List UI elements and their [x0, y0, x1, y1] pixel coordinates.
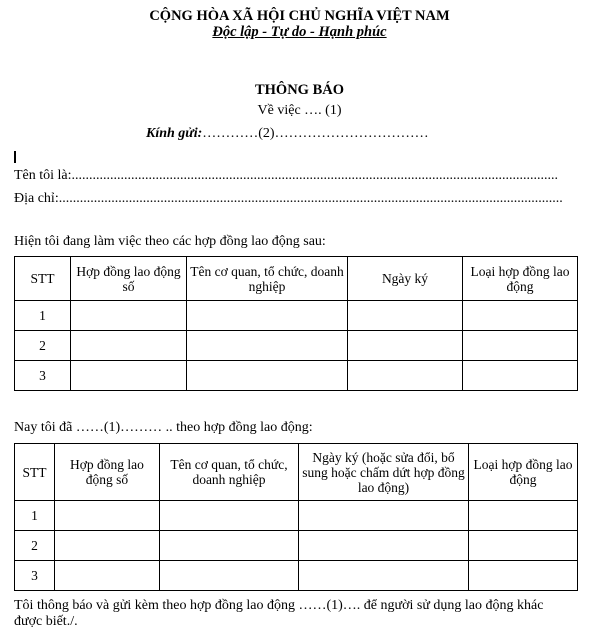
table-cell[interactable] — [71, 301, 187, 331]
section2-intro: Nay tôi đã ……(1)……… .. theo hợp đồng lao động: — [14, 420, 313, 435]
table-cell[interactable] — [187, 331, 348, 361]
table-cell[interactable] — [160, 531, 299, 561]
header-cell: STT — [15, 257, 71, 301]
header-cell: Loại hợp đồng lao động — [469, 444, 578, 501]
table-cell[interactable] — [463, 301, 578, 331]
row-number: 3 — [15, 561, 55, 591]
document-subject: Về việc …. (1) — [257, 103, 342, 118]
table-cell[interactable] — [463, 331, 578, 361]
table-cell[interactable] — [160, 561, 299, 591]
table-row — [15, 561, 578, 591]
table-cell[interactable] — [299, 501, 469, 531]
table-cell[interactable] — [71, 361, 187, 391]
header-cell: Tên cơ quan, tổ chức, doanh nghiệp — [160, 444, 299, 501]
table-cell[interactable] — [55, 561, 160, 591]
contracts-table-current — [14, 256, 578, 391]
header-cell: Hợp đồng lao động số — [71, 257, 187, 301]
header-cell: Tên cơ quan, tổ chức, doanh nghiệp — [187, 257, 348, 301]
table-row — [15, 331, 578, 361]
table-cell[interactable] — [55, 531, 160, 561]
header-cell: Hợp đồng lao động số — [55, 444, 160, 501]
table-header-row — [15, 257, 578, 301]
closing-line-1: Tôi thông báo và gửi kèm theo hợp đồng lao động ……(1)…. để người sử dụng lao động khác — [14, 598, 544, 613]
address-field — [14, 191, 563, 207]
table-cell[interactable] — [348, 301, 463, 331]
document-title: THÔNG BÁO — [254, 82, 345, 98]
table-row — [15, 501, 578, 531]
contracts-table-changed — [14, 443, 578, 591]
table-header-row — [15, 444, 578, 501]
table-cell[interactable] — [187, 361, 348, 391]
table-row — [15, 301, 578, 331]
name-label: Tên tôi là: — [14, 168, 72, 183]
table-cell[interactable] — [463, 361, 578, 391]
table-row — [15, 531, 578, 561]
national-motto: Độc lập - Tự do - Hạnh phúc — [212, 24, 387, 40]
recipient-label: Kính gửi: — [146, 126, 203, 141]
address-label: Địa chỉ: — [14, 191, 59, 206]
header-cell: Loại hợp đồng lao động — [463, 257, 578, 301]
table-cell[interactable] — [160, 501, 299, 531]
name-dots: ........................................................................................................................................... — [71, 168, 559, 183]
table-row — [15, 361, 578, 391]
table-cell[interactable] — [299, 531, 469, 561]
country-name: CỘNG HÒA XÃ HỘI CHỦ NGHĨA VIỆT NAM — [149, 8, 450, 24]
table-cell[interactable] — [469, 501, 578, 531]
row-number: 1 — [15, 501, 55, 531]
recipient-blank: …………(2)…………………………… — [202, 126, 429, 141]
header-cell: Ngày ký — [348, 257, 463, 301]
row-number: 2 — [15, 331, 71, 361]
table-cell[interactable] — [469, 561, 578, 591]
closing-line-2: được biết./. — [14, 614, 78, 629]
name-field — [14, 168, 559, 184]
table-cell[interactable] — [71, 331, 187, 361]
header-cell: STT — [15, 444, 55, 501]
table-cell[interactable] — [55, 501, 160, 531]
text-cursor — [14, 151, 16, 163]
address-dots: ................................................................................................................................................ — [58, 191, 563, 206]
row-number: 1 — [15, 301, 71, 331]
table-cell[interactable] — [469, 531, 578, 561]
recipient-line — [146, 126, 429, 142]
table-cell[interactable] — [299, 561, 469, 591]
row-number: 2 — [15, 531, 55, 561]
table-cell[interactable] — [348, 331, 463, 361]
table-cell[interactable] — [348, 361, 463, 391]
header-cell: Ngày ký (hoặc sửa đổi, bổ sung hoặc chấm dứt hợp đồng lao động) — [299, 444, 469, 501]
row-number: 3 — [15, 361, 71, 391]
table-cell[interactable] — [187, 301, 348, 331]
section1-intro: Hiện tôi đang làm việc theo các hợp đồng lao động sau: — [14, 234, 326, 249]
